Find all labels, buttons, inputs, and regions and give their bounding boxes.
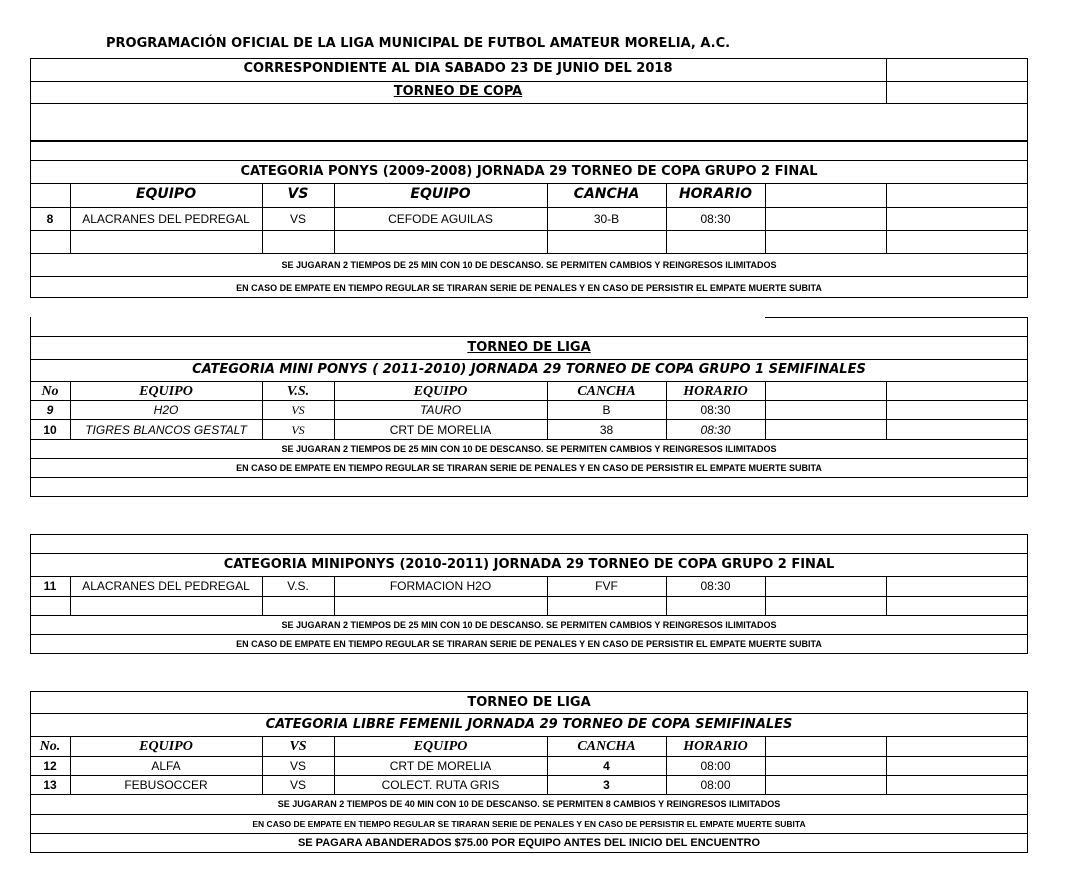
col-vs: VS (287, 186, 309, 202)
flag-bearer-fee-note: SE PAGARA ABANDERADOS $75.00 POR EQUIPO ANTES DEL INICIO DEL ENCUENTRO (297, 837, 761, 849)
date-line: CORRESPONDIENTE AL DIA SABADO 23 DE JUNIO DEL 2018 (243, 61, 673, 76)
col-equipo-2: EQUIPO (413, 384, 468, 399)
col-cancha: CANCHA (573, 186, 640, 202)
field: 4 (603, 759, 610, 773)
torneo-liga-heading: TORNEO DE LIGA (467, 695, 591, 710)
time: 08:00 (700, 778, 731, 792)
col-equipo-1: EQUIPO (139, 384, 193, 399)
col-equipo-2: EQUIPO (410, 186, 471, 202)
field: 38 (599, 423, 614, 437)
match-number: 9 (46, 403, 54, 417)
torneo-copa-label: TORNEO DE COPA (393, 84, 523, 99)
time: 08:30 (700, 423, 731, 437)
col-horario: HORARIO (683, 739, 748, 754)
section-ponys-title: CATEGORIA PONYS (2009-2008) JORNADA 29 TORNEO DE COPA GRUPO 2 FINAL (240, 164, 818, 179)
time: 08:00 (700, 759, 731, 773)
time: 08:30 (700, 212, 731, 226)
vs-label: VS (289, 778, 306, 792)
rules-note: SE JUGARAN 2 TIEMPOS DE 25 MIN CON 10 DE DESCANSO. SE PERMITEN CAMBIOS Y REINGRESOS ILIMITADOS (281, 620, 777, 630)
vs-label: V.S. (287, 579, 309, 593)
col-cancha: CANCHA (577, 384, 636, 399)
team-away: CRT DE MORELIA (389, 759, 492, 773)
blank-row (30, 103, 1028, 141)
field: 30-B (593, 212, 620, 226)
col-equipo-2: EQUIPO (413, 739, 468, 754)
torneo-liga-label: TORNEO DE LIGA (467, 340, 591, 355)
team-home: H2O (153, 403, 179, 417)
team-away: TAURO (419, 403, 462, 417)
section-miniponys-final (30, 534, 1028, 654)
team-home: ALFA (151, 759, 181, 773)
vs-label: VS (289, 212, 306, 226)
match-number: 8 (46, 212, 54, 226)
match-number: 11 (43, 579, 57, 593)
col-horario: HORARIO (683, 384, 748, 399)
tiebreak-note: EN CASO DE EMPATE EN TIEMPO REGULAR SE TIRARAN SERIE DE PENALES Y EN CASO DE PERSISTIR EL EMPATE MUERTE SUBITA (236, 463, 822, 473)
field: FVF (595, 579, 618, 593)
page-title: PROGRAMACIÓN OFICIAL DE LA LIGA MUNICIPAL DE FUTBOL AMATEUR MORELIA, A.C. (106, 36, 731, 51)
match-number: 10 (43, 423, 57, 437)
col-vs: V.S. (286, 384, 310, 399)
team-away: COLECT. RUTA GRIS (381, 778, 500, 792)
rules-note: SE JUGARAN 2 TIEMPOS DE 25 MIN CON 10 DE DESCANSO. SE PERMITEN CAMBIOS Y REINGRESOS ILIMITADOS (281, 444, 777, 454)
col-cancha: CANCHA (577, 739, 636, 754)
col-no: No. (39, 739, 61, 754)
team-home: ALACRANES DEL PEDREGAL (82, 212, 250, 226)
tiebreak-note: EN CASO DE EMPATE EN TIEMPO REGULAR SE TIRARAN SERIE DE PENALES Y EN CASO DE PERSISTIR EL EMPATE MUERTE SUBITA (252, 819, 806, 829)
section-mini-ponys-title: CATEGORIA MINI PONYS ( 2011-2010) JORNADA 29 TORNEO DE COPA GRUPO 1 SEMIFINALES (192, 362, 866, 377)
team-home: FEBUSOCCER (124, 778, 208, 792)
time: 08:30 (700, 579, 731, 593)
torneo-liga-heading (30, 340, 1028, 355)
team-away: CRT DE MORELIA (389, 423, 492, 437)
section-miniponys-title: CATEGORIA MINIPONYS (2010-2011) JORNADA 29 TORNEO DE COPA GRUPO 2 FINAL (223, 557, 835, 572)
tiebreak-note: EN CASO DE EMPATE EN TIEMPO REGULAR SE TIRARAN SERIE DE PENALES Y EN CASO DE PERSISTIR EL EMPATE MUERTE SUBITA (236, 283, 822, 293)
match-number: 12 (43, 759, 57, 773)
time: 08:30 (700, 403, 731, 417)
team-away: FORMACION H2O (389, 579, 492, 593)
torneo-copa-heading (30, 84, 886, 99)
field: B (602, 403, 611, 417)
vs-label: VS (291, 403, 305, 417)
vs-label: VS (289, 759, 306, 773)
rules-note: SE JUGARAN 2 TIEMPOS DE 40 MIN CON 10 DE DESCANSO. SE PERMITEN 8 CAMBIOS Y REINGRESOS ILIMITADOS (277, 799, 781, 809)
col-no: No (41, 384, 59, 399)
section-femenil-title: CATEGORIA LIBRE FEMENIL JORNADA 29 TORNEO DE COPA SEMIFINALES (265, 717, 793, 732)
team-home: ALACRANES DEL PEDREGAL (82, 579, 250, 593)
col-equipo-1: EQUIPO (135, 186, 197, 202)
col-equipo-1: EQUIPO (139, 739, 193, 754)
team-home: TIGRES BLANCOS GESTALT (85, 423, 247, 437)
match-number: 13 (43, 778, 57, 792)
col-horario: HORARIO (678, 186, 753, 202)
vs-label: VS (291, 423, 305, 437)
team-away: CEFODE AGUILAS (388, 212, 493, 226)
tiebreak-note: EN CASO DE EMPATE EN TIEMPO REGULAR SE TIRARAN SERIE DE PENALES Y EN CASO DE PERSISTIR EL EMPATE MUERTE SUBITA (236, 639, 822, 649)
col-vs: VS (289, 739, 307, 754)
field: 3 (603, 778, 610, 792)
rules-note: SE JUGARAN 2 TIEMPOS DE 25 MIN CON 10 DE DESCANSO. SE PERMITEN CAMBIOS Y REINGRESOS ILIMITADOS (281, 260, 777, 270)
